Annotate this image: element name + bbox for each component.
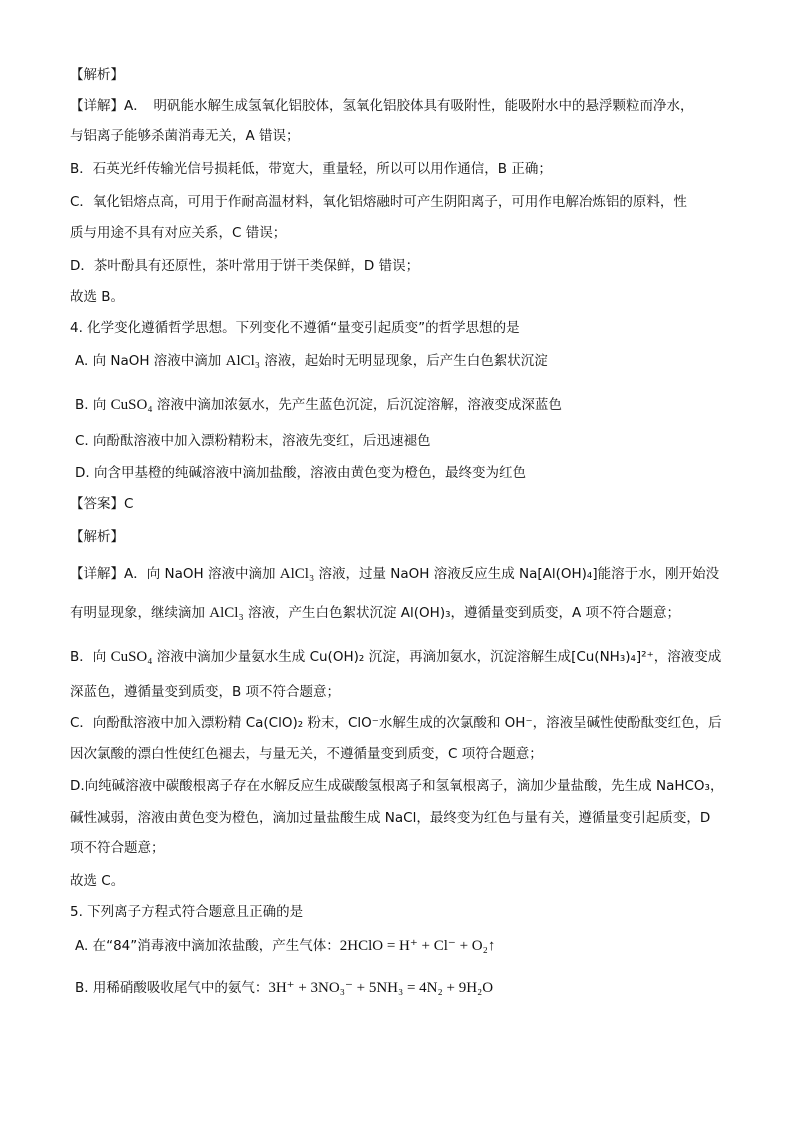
question-5-stem: 5. 下列离子方程式符合题意且正确的是 (70, 904, 304, 920)
analysis-header: 【解析】 (70, 529, 124, 545)
answer-line: 【答案】C (70, 496, 134, 512)
text-line: 质与用途不具有对应关系，C 错误； (70, 225, 287, 241)
formula-cuso4: CuSO₄ (110, 397, 153, 413)
text-line: 与铝离子能够杀菌消毒无关，A 错误； (70, 128, 300, 144)
text-line: 故选 B。 (70, 289, 125, 305)
question-4-option-d: D. 向含甲基橙的纯碱溶液中滴加盐酸，溶液由黄色变为橙色，最终变为红色 (75, 465, 526, 481)
text-line: D．茶叶酚具有还原性，茶叶常用于饼干类保鲜，D 错误； (70, 258, 420, 274)
text-line: B．石英光纤传输光信号损耗低，带宽大，重量轻，所以可以用作通信，B 正确； (70, 161, 552, 177)
text-line: C．向酚酞溶液中加入漂粉精 Ca(ClO)₂ 粉末，ClO⁻水解生成的次氯酸和 OH⁻，溶液呈碱性使酚酞变红色，后 (70, 715, 722, 731)
question-5-option-b: B. 用稀硝酸吸收尾气中的氨气：3H⁺ + 3NO₃⁻ + 5NH₃ = 4N₂ + 9H₂O (75, 980, 494, 996)
text-line: 故选 C。 (70, 873, 125, 889)
text-line: 项不符合题意； (70, 840, 165, 856)
text-line: 深蓝色，遵循量变到质变，B 项不符合题意； (70, 684, 341, 700)
question-4-option-c: C. 向酚酞溶液中加入漂粉精粉末，溶液先变红，后迅速褪色 (75, 433, 431, 449)
text-line: D.向纯碱溶液中碳酸根离子存在水解反应生成碳酸氢根离子和氢氧根离子，滴加少量盐酸，先生成 NaHCO₃， (70, 778, 724, 794)
equation-b: 3H⁺ + 3NO₃⁻ + 5NH₃ = 4N₂ + 9H₂O (268, 980, 494, 996)
text-line: C．氧化铝熔点高，可用于作耐高温材料，氧化铝熔融时可产生阴阳离子，可用作电解冶炼铝的原料，性 (70, 194, 687, 210)
formula-alcl3: AlCl₃ (279, 566, 315, 582)
text-line: 【详解】A． 明矾能水解生成氢氧化铝胶体，氢氧化铝胶体具有吸附性，能吸附水中的悬浮颗粒而净水， (70, 98, 694, 114)
text-line: B．向 CuSO₄ 溶液中滴加少量氨水生成 Cu(OH)₂ 沉淀，再滴加氨水，沉淀溶解生成[Cu(NH₃)₄]²⁺，溶液变成 (70, 649, 722, 665)
formula-cuso4: CuSO₄ (110, 649, 153, 665)
analysis-header: 【解析】 (70, 67, 124, 83)
question-4-option-b: B. 向 CuSO₄ 溶液中滴加浓氨水，先产生蓝色沉淀，后沉淀溶解，溶液变成深蓝色 (75, 397, 562, 413)
formula-alcl3: AlCl₃ (225, 353, 261, 369)
question-5-option-a: A. 在“84”消毒液中滴加浓盐酸，产生气体：2HClO = H⁺ + Cl⁻ + O₂↑ (75, 938, 496, 954)
equation-a: 2HClO = H⁺ + Cl⁻ + O₂↑ (339, 938, 496, 954)
formula-alcl3: AlCl₃ (209, 605, 244, 621)
question-4-stem: 4. 化学变化遵循哲学思想。下列变化不遵循“量变引起质变”的哲学思想的是 (70, 320, 520, 336)
text-line: 【详解】A．向 NaOH 溶液中滴加 AlCl₃ 溶液，过量 NaOH 溶液反应生成 Na[Al(OH)₄]能溶于水，刚开始没 (70, 566, 720, 582)
text-line: 因次氯酸的漂白性使红色褪去，与量无关，不遵循量变到质变，C 项符合题意； (70, 746, 543, 762)
text-line: 碱性减弱，溶液由黄色变为橙色，滴加过量盐酸生成 NaCl，最终变为红色与量有关，遵循量变引起质变，D (70, 810, 711, 826)
question-4-option-a: A. 向 NaOH 溶液中滴加 AlCl₃ 溶液，起始时无明显现象，后产生白色絮状沉淀 (75, 353, 548, 369)
text-line: 有明显现象，继续滴加 AlCl₃ 溶液，产生白色絮状沉淀 Al(OH)₃，遵循量变到质变，A 项不符合题意； (70, 605, 681, 621)
